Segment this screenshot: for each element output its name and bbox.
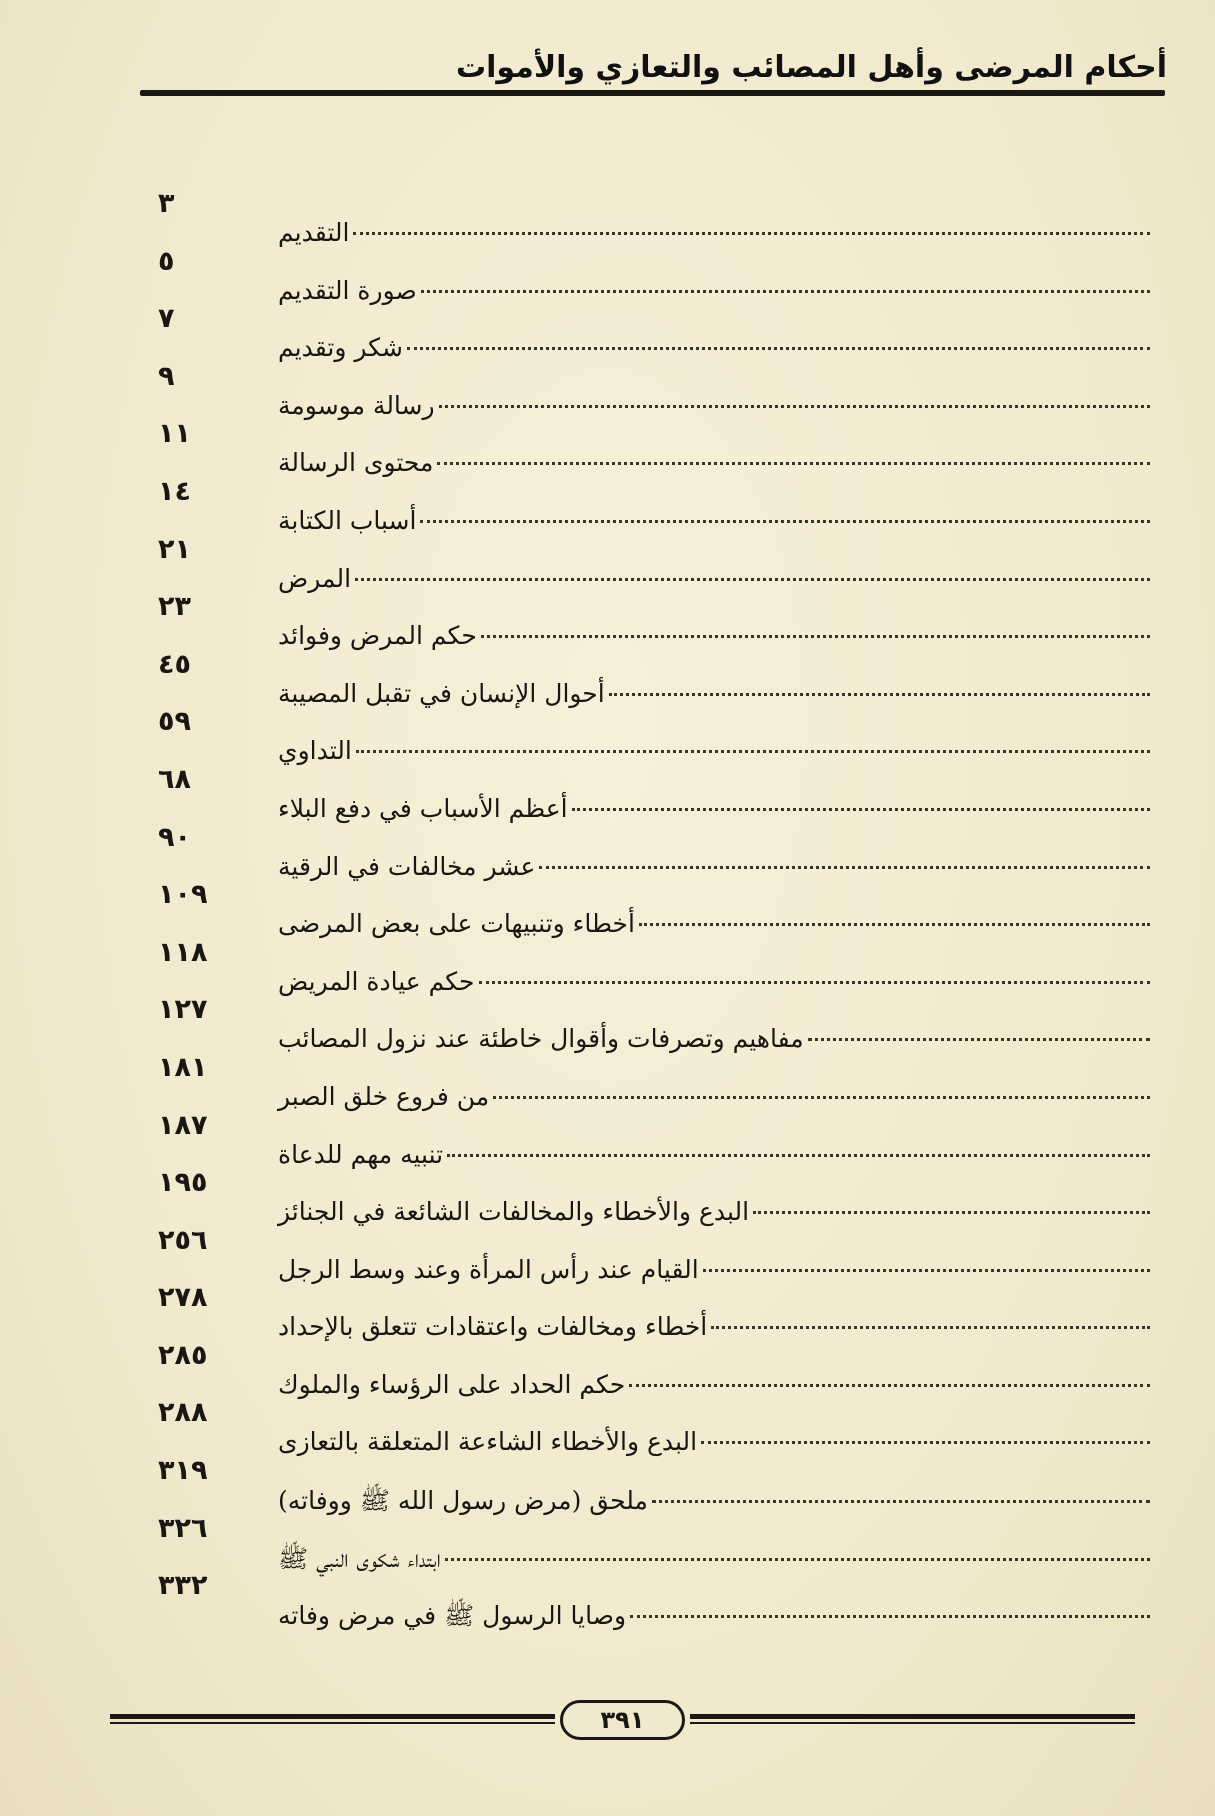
toc-row xyxy=(130,1397,1150,1455)
toc-page-number: ١٩٥ xyxy=(158,1167,208,1199)
dot-leader xyxy=(572,808,1150,811)
table-of-contents xyxy=(130,188,1150,1668)
toc-entry xyxy=(270,852,1150,881)
toc-entry-title: أعظم الأسباب في دفع البلاء xyxy=(278,793,568,823)
toc-row xyxy=(130,1455,1150,1516)
dot-leader xyxy=(639,923,1150,926)
toc-entry-title: أسباب الكتابة xyxy=(278,505,417,535)
running-header-title: أحكام المرضى وأهل المصائب والتعازي والأموات xyxy=(456,50,1167,85)
toc-entry-title: رسالة موسومة xyxy=(278,390,435,420)
dot-leader xyxy=(481,635,1150,638)
toc-page-number: ٣ xyxy=(158,188,175,219)
dot-leader xyxy=(447,1154,1150,1157)
dot-leader xyxy=(539,866,1150,869)
toc-entry-title: حكم الحداد على الرؤساء والملوك xyxy=(278,1369,626,1399)
toc-entry xyxy=(270,1024,1150,1053)
toc-row xyxy=(130,649,1150,707)
toc-entry-title: محتوى الرسالة xyxy=(278,448,434,478)
page-number: ٣٩١ xyxy=(560,1700,685,1740)
toc-row xyxy=(130,1513,1150,1571)
toc-entry xyxy=(270,564,1150,593)
dot-leader xyxy=(629,1384,1150,1387)
toc-row xyxy=(130,361,1150,419)
toc-entry xyxy=(270,218,1150,247)
toc-row xyxy=(130,994,1150,1052)
toc-entry xyxy=(270,1140,1150,1169)
toc-entry-title: شكر وتقديم xyxy=(278,333,403,363)
page-footer xyxy=(110,1700,1135,1740)
toc-row xyxy=(130,1570,1150,1631)
footer-rule-left xyxy=(110,1714,555,1719)
toc-page-number: ٤٥ xyxy=(158,648,191,680)
toc-entry-title: أحوال الإنسان في تقبل المصيبة xyxy=(278,678,605,708)
toc-entry xyxy=(270,679,1150,708)
toc-page-number: ١٤ xyxy=(158,475,191,507)
toc-entry-title: القيام عند رأس المرأة وعند وسط الرجل xyxy=(278,1254,699,1284)
toc-entry xyxy=(270,1255,1150,1284)
footer-rule-right xyxy=(690,1714,1135,1719)
header-rule xyxy=(140,90,1165,96)
dot-leader xyxy=(808,1038,1150,1041)
toc-entry xyxy=(270,448,1150,477)
toc-page-number: ٦٨ xyxy=(158,763,191,795)
toc-page-number: ٢٨٨ xyxy=(158,1397,208,1429)
toc-page-number: ١٠٩ xyxy=(158,879,208,911)
dot-leader xyxy=(703,1269,1150,1272)
toc-entry-title: حكم عيادة المريض xyxy=(278,966,475,996)
dot-leader xyxy=(652,1500,1150,1503)
toc-row xyxy=(130,246,1150,304)
toc-entry-title: أخطاء ومخالفات واعتقادات تتعلق بالإحداد xyxy=(278,1312,708,1342)
toc-row xyxy=(130,879,1150,937)
toc-row xyxy=(130,706,1150,764)
toc-page-number: ٥٩ xyxy=(158,706,191,738)
dot-leader xyxy=(355,578,1150,581)
dot-leader xyxy=(479,981,1151,984)
toc-row xyxy=(130,188,1150,246)
toc-page-number: ٢١ xyxy=(158,533,191,565)
toc-entry-title: عشر مخالفات في الرقية xyxy=(278,851,536,881)
toc-page-number: ٣٢٦ xyxy=(158,1512,208,1544)
toc-entry xyxy=(270,1370,1150,1399)
toc-page-number: ١١ xyxy=(158,418,191,450)
dot-leader xyxy=(421,290,1150,293)
toc-entry-title: صورة التقديم xyxy=(278,275,417,305)
toc-entry-title: المرض xyxy=(278,563,352,593)
toc-entry-title: البدع والأخطاء الشاءعة المتعلقة بالتعازى xyxy=(278,1427,698,1457)
toc-entry xyxy=(270,1312,1150,1341)
dot-leader xyxy=(701,1441,1150,1444)
toc-entry-title: ملحق (مرض رسول الله ﷺ ووفاته) xyxy=(278,1486,648,1516)
dot-leader xyxy=(356,750,1150,753)
dot-leader xyxy=(630,1615,1150,1618)
toc-page-number: ٥ xyxy=(158,245,175,277)
toc-row xyxy=(130,1225,1150,1283)
toc-entry-title: حكم المرض وفوائد xyxy=(278,621,477,651)
toc-page-number: ٣٣٢ xyxy=(158,1570,208,1602)
toc-entry xyxy=(270,1197,1150,1226)
toc-entry xyxy=(270,1082,1150,1111)
toc-entry xyxy=(270,276,1150,305)
toc-entry-title: وصايا الرسول ﷺ في مرض وفاته xyxy=(278,1601,627,1631)
toc-row xyxy=(130,764,1150,822)
dot-leader xyxy=(609,693,1150,696)
toc-entry xyxy=(270,391,1150,420)
toc-entry-title: التداوي xyxy=(278,736,352,766)
toc-entry-title: أخطاء وتنبيهات على بعض المرضى xyxy=(278,909,635,939)
toc-entry-title: من فروع خلق الصبر xyxy=(278,1081,490,1111)
toc-page-number: ٢٣ xyxy=(158,591,191,623)
toc-entry-title: البدع والأخطاء والمخالفات الشائعة في الجنائز xyxy=(278,1197,750,1227)
toc-entry xyxy=(270,909,1150,938)
toc-row xyxy=(130,1052,1150,1110)
toc-page-number: ١١٨ xyxy=(158,936,208,968)
toc-page-number: ٩٠ xyxy=(158,821,191,853)
dot-leader xyxy=(439,405,1150,408)
toc-row xyxy=(130,476,1150,534)
dot-leader xyxy=(437,462,1150,465)
dot-leader xyxy=(493,1096,1150,1099)
toc-entry xyxy=(270,621,1150,650)
dot-leader xyxy=(353,232,1150,235)
toc-page-number: ٢٨٥ xyxy=(158,1339,208,1371)
toc-row xyxy=(130,937,1150,995)
toc-page-number: ٣١٩ xyxy=(158,1455,208,1487)
toc-entry-title: ابتداء شكوى النبي ﷺ xyxy=(278,1543,441,1573)
toc-entry xyxy=(270,1600,1150,1637)
toc-page-number: ٢٥٦ xyxy=(158,1224,208,1256)
dot-leader xyxy=(420,520,1150,523)
toc-page-number: ٩ xyxy=(158,360,175,392)
toc-entry xyxy=(270,794,1150,823)
toc-row xyxy=(130,534,1150,592)
toc-page-number: ١٨٧ xyxy=(158,1109,208,1141)
toc-entry-title: مفاهيم وتصرفات وأقوال خاطئة عند نزول المصائب xyxy=(278,1024,804,1054)
toc-entry-title: التقديم xyxy=(278,218,350,247)
toc-entry-title: تنبيه مهم للدعاة xyxy=(278,1139,444,1169)
toc-row xyxy=(130,1167,1150,1225)
toc-page-number: ١٨١ xyxy=(158,1051,208,1083)
footer-rule-right-thin xyxy=(690,1722,1135,1724)
toc-row xyxy=(130,1282,1150,1340)
toc-page-number: ١٢٧ xyxy=(158,994,208,1026)
dot-leader xyxy=(445,1558,1150,1561)
toc-entry xyxy=(270,736,1150,765)
toc-entry xyxy=(270,333,1150,362)
toc-page-number: ٧ xyxy=(158,303,175,335)
toc-entry xyxy=(270,967,1150,996)
toc-entry xyxy=(270,506,1150,535)
toc-row xyxy=(130,1340,1150,1398)
footer-rule-left-thin xyxy=(110,1722,555,1724)
toc-row xyxy=(130,303,1150,361)
toc-row xyxy=(130,591,1150,649)
dot-leader xyxy=(711,1326,1150,1329)
toc-row xyxy=(130,822,1150,880)
toc-row xyxy=(130,418,1150,476)
toc-entry xyxy=(270,1427,1150,1456)
dot-leader xyxy=(407,347,1150,350)
dot-leader xyxy=(753,1211,1150,1214)
toc-row xyxy=(130,1110,1150,1168)
toc-page-number: ٢٧٨ xyxy=(158,1282,208,1314)
